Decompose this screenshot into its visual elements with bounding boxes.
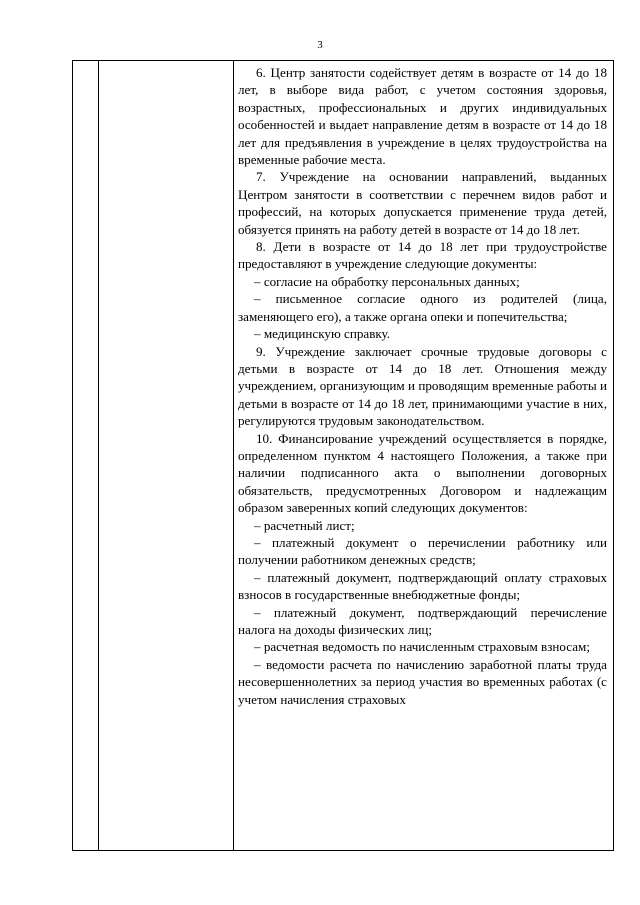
- paragraph: 10. Финансирование учреждений осуществляется в порядке, определенном пунктом 4 настоящего Положения, а также при наличии подписанного акта о выполнении договорных обязательств, предусмотренных Договором и надлежащим образом заверенных копий следующих документов:: [238, 430, 607, 516]
- paragraph: 7. Учреждение на основании направлений, выданных Центром занятости в соответствии с перечнем видов работ и профессий, на которых допускается применение труда детей, обязуется принять на работу детей в возрасте от 14 до 18 лет.: [238, 169, 607, 237]
- list-item: – платежный документ о перечислении работнику или получении работником денежных средств;: [238, 534, 607, 568]
- list-item: – платежный документ, подтверждающий перечисление налога на доходы физических лиц;: [238, 604, 607, 637]
- table-cell-text: [238, 64, 607, 708]
- page-number: 3: [317, 39, 323, 51]
- list-item: – платежный документ, подтверждающий оплату страховых взносов в государственные внебюджетные фонды;: [238, 569, 607, 603]
- list-item: – ведомости расчета по начислению заработной платы труда несовершеннолетних за период участия во временных работах (с учетом начисления страховых: [238, 656, 607, 707]
- list-item: – медицинскую справку.: [254, 326, 391, 342]
- paragraph: 6. Центр занятости содействует детям в возрасте от 14 до 18 лет, в выборе вида работ, с учетом состояния здоровья, возрастных, профессиональных и других индивидуальных особенностей и выдает направление детям в возрасте от 14 до 18 лет для предъявления в учреждение в целях трудоустройства на временные рабочие места.: [238, 65, 607, 168]
- table-column-divider: [233, 61, 234, 850]
- list-item: – согласие на обработку персональных данных;: [254, 273, 520, 289]
- list-item: – письменное согласие одного из родителей (лица, заменяющего его), а также органа опеки и попечительства;: [238, 291, 607, 324]
- paragraph: 9. Учреждение заключает срочные трудовые договоры с детьми в возрасте от 14 до 18 лет. Отношения между учреждением, организующим и проводящим временные работы и детьми в возрасте от 14 до 18 лет, принимающими участие в них, регулируются трудовым законодательством.: [238, 343, 607, 429]
- paragraph: 8. Дети в возрасте от 14 до 18 лет при трудоустройстве предоставляют в учреждение следующие документы:: [238, 239, 607, 272]
- list-item: – расчетный лист;: [254, 517, 355, 533]
- list-item: – расчетная ведомость по начисленным страховым взносам;: [254, 639, 590, 655]
- table-column-divider: [98, 61, 99, 850]
